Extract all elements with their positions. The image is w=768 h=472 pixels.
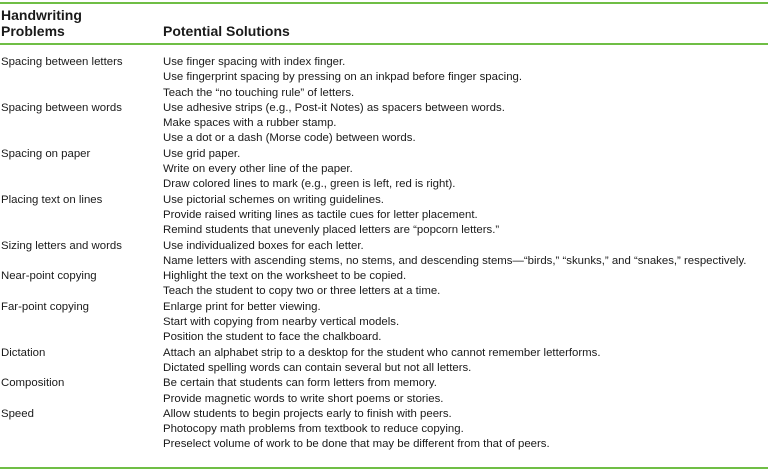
problem-cell: Far-point copying <box>1 300 90 313</box>
solution-item: Use adhesive strips (e.g., Post-it Notes) as spacers between words. <box>163 101 505 114</box>
table-row <box>0 376 768 407</box>
problem-cell: Composition <box>1 377 65 390</box>
problem-cell: Sizing letters and words <box>1 239 122 252</box>
solutions-cell <box>163 376 763 407</box>
table-row <box>0 407 768 453</box>
solution-item: Start with copying from nearby vertical models. <box>163 316 400 329</box>
solution-item: Attach an alphabet strip to a desktop for the student who cannot remember letterforms. <box>163 346 601 359</box>
solutions-cell <box>163 407 763 453</box>
solution-item: Remind students that unevenly placed letters are “popcorn letters.” <box>163 224 500 237</box>
problem-cell: Near-point copying <box>1 270 97 283</box>
table-row <box>0 346 768 377</box>
solution-item: Position the student to face the chalkboard. <box>163 331 382 344</box>
solution-item: Preselect volume of work to be done that may be different from that of peers. <box>163 438 550 451</box>
solutions-cell <box>163 239 763 270</box>
solution-item: Use fingerprint spacing by pressing on an inkpad before finger spacing. <box>163 71 523 84</box>
table-body <box>0 55 768 453</box>
header-rule <box>0 43 768 45</box>
solution-item: Highlight the text on the worksheet to be copied. <box>163 270 407 283</box>
solution-item: Name letters with ascending stems, no stems, and descending stems—“birds,” “skunks,” and “snakes,” respectively. <box>163 254 747 267</box>
solution-item: Photocopy math problems from textbook to reduce copying. <box>163 423 464 436</box>
solution-item: Use pictorial schemes on writing guidelines. <box>163 193 384 206</box>
problem-cell: Speed <box>1 407 34 420</box>
solution-item: Allow students to begin projects early to finish with peers. <box>163 407 452 420</box>
solution-item: Teach the student to copy two or three letters at a time. <box>163 285 441 298</box>
column-header-problems <box>1 7 151 39</box>
table-row <box>0 55 768 101</box>
solution-item: Enlarge print for better viewing. <box>163 300 321 313</box>
table-top-rule <box>0 2 768 4</box>
problem-cell: Spacing between letters <box>1 56 123 68</box>
solution-item: Dictated spelling words can contain several but not all letters. <box>163 361 472 374</box>
solution-item: Provide magnetic words to write short poems or stories. <box>163 392 444 405</box>
table-row <box>0 239 768 270</box>
table-row <box>0 101 768 147</box>
solution-item: Use grid paper. <box>163 147 241 160</box>
solutions-cell <box>163 147 763 193</box>
column-header-problems-line2: Problems <box>1 23 65 39</box>
table-row <box>0 300 768 346</box>
column-header-problems-line1: Handwriting <box>1 7 82 23</box>
solution-item: Teach the “no touching rule” of letters. <box>163 86 355 99</box>
table-row <box>0 269 768 300</box>
solution-item: Write on every other line of the paper. <box>163 163 353 176</box>
solutions-cell <box>163 300 763 346</box>
solution-item: Draw colored lines to mark (e.g., green is left, red is right). <box>163 178 456 191</box>
solutions-cell <box>163 101 763 147</box>
problem-cell: Spacing on paper <box>1 147 91 160</box>
solutions-cell <box>163 55 763 101</box>
solutions-cell <box>163 269 763 300</box>
table-row <box>0 193 768 239</box>
column-header-solutions: Potential Solutions <box>163 23 290 39</box>
solution-item: Make spaces with a rubber stamp. <box>163 117 337 130</box>
solutions-cell <box>163 193 763 239</box>
solution-item: Use finger spacing with index finger. <box>163 56 346 68</box>
solution-item: Use a dot or a dash (Morse code) between words. <box>163 132 416 145</box>
problem-cell: Dictation <box>1 346 46 359</box>
problem-cell: Placing text on lines <box>1 193 103 206</box>
solution-item: Provide raised writing lines as tactile cues for letter placement. <box>163 208 478 221</box>
solutions-cell <box>163 346 763 377</box>
solution-item: Be certain that students can form letters from memory. <box>163 377 437 390</box>
problem-cell: Spacing between words <box>1 101 122 114</box>
solution-item: Use individualized boxes for each letter. <box>163 239 364 252</box>
table-row <box>0 147 768 193</box>
table-bottom-rule <box>0 467 768 469</box>
